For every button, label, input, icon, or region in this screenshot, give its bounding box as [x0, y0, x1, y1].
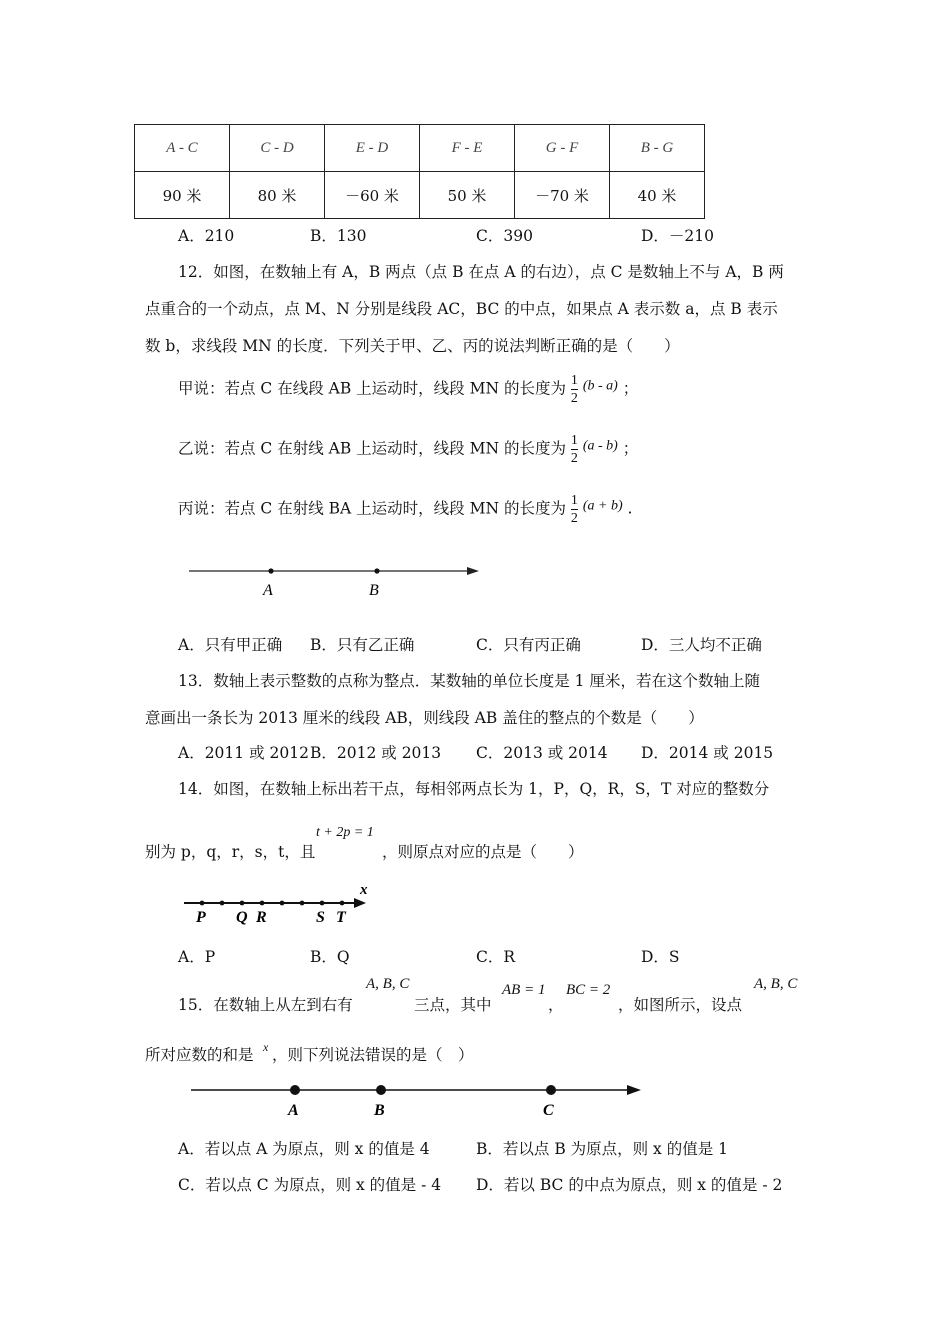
fraction-denominator: 2: [570, 391, 578, 406]
q13-option-b: B．2012 或 2013: [310, 744, 442, 762]
q14-line2b: ，则原点对应的点是（ ）: [382, 843, 584, 861]
axis-arrow: [467, 567, 479, 575]
tick-dot: [220, 901, 225, 906]
q15-sep: ，: [548, 996, 564, 1014]
q11-option-a: A．210: [178, 227, 235, 245]
punct: ；: [622, 439, 639, 458]
point-a-dot: [268, 568, 273, 573]
statement-text: 乙说：若点 C 在射线 AB 上运动时，线段 MN 的长度为: [178, 439, 566, 458]
q12-statement-jia: [178, 372, 638, 407]
q14-option-d: D．S: [641, 948, 680, 966]
q11-option-b: B．130: [310, 227, 367, 245]
point-q-label: Q: [236, 909, 248, 926]
table-header-cell: E - D: [325, 125, 420, 172]
point-c-dot: [546, 1085, 556, 1095]
table-cell: 40 米: [610, 172, 705, 219]
q12-option-a: A．只有甲正确: [178, 636, 283, 654]
q14-line1: 14．如图，在数轴上标出若干点，每相邻两点长为 1，P，Q，R，S，T 对应的整数分: [178, 780, 770, 798]
q15-line2b: ，则下列说法错误的是（ ）: [272, 1046, 474, 1064]
q14-equation: [316, 822, 374, 841]
q14-line2a: 别为 p，q，r，s，t，且: [145, 843, 316, 861]
point-p-label: P: [196, 909, 206, 926]
q15-var: x: [263, 1040, 269, 1054]
q15-points2-label: A, B, C: [754, 976, 798, 992]
q13-line2: 意画出一条长为 2013 厘米的线段 AB，则线段 AB 盖住的整点的个数是（ ）: [145, 709, 704, 727]
expression: (b - a): [582, 378, 618, 394]
point-b-label: B: [374, 1102, 385, 1119]
fraction-numerator: 1: [570, 433, 578, 448]
point-r-label: R: [256, 909, 267, 926]
q11-option-d: D．－210: [641, 227, 715, 245]
fraction: [571, 372, 578, 407]
fraction: [571, 432, 578, 467]
point-a-dot: [290, 1085, 300, 1095]
tick-dot-t: [340, 901, 345, 906]
point-b-dot: [374, 568, 379, 573]
q15-option-b: B．若以点 B 为原点，则 x 的值是 1: [476, 1140, 729, 1158]
expression: (a - b): [582, 438, 618, 454]
table-header-cell: F - E: [420, 125, 515, 172]
q15-option-a: A．若以点 A 为原点，则 x 的值是 4: [178, 1140, 430, 1158]
q15-number-line: [185, 1076, 655, 1124]
fraction-denominator: 2: [570, 451, 578, 466]
q15-option-d: D．若以 BC 的中点为原点，则 x 的值是 - 2: [476, 1176, 783, 1194]
q15-line2a: 所对应数的和是: [145, 1046, 254, 1064]
tick-dot: [300, 901, 305, 906]
q13-option-d: D．2014 或 2015: [641, 744, 774, 762]
table-cell: 80 米: [230, 172, 325, 219]
q12-statement-bing: [178, 492, 632, 527]
expression: (a + b): [582, 498, 623, 514]
q15-eq1: AB = 1: [502, 982, 546, 998]
table-cell: 90 米: [135, 172, 230, 219]
q15-eq2: BC = 2: [566, 982, 611, 998]
q12-option-d: D．三人均不正确: [641, 636, 762, 654]
statement-text: 甲说：若点 C 在线段 AB 上运动时，线段 MN 的长度为: [178, 379, 566, 398]
axis-arrow: [354, 898, 366, 908]
q15-points-label: A, B, C: [366, 976, 410, 992]
table-cell: 50 米: [420, 172, 515, 219]
statement-text: 丙说：若点 C 在射线 BA 上运动时，线段 MN 的长度为: [178, 499, 566, 518]
q12-option-b: B．只有乙正确: [310, 636, 415, 654]
fraction-numerator: 1: [570, 493, 578, 508]
tick-dot-s: [320, 901, 325, 906]
q13-option-a: A．2011 或 2012: [178, 744, 309, 762]
q13-option-c: C．2013 或 2014: [476, 744, 608, 762]
tick-dot-r: [260, 901, 265, 906]
table-cell: －60 米: [325, 172, 420, 219]
fraction: [571, 492, 578, 527]
q14-option-c: C．R: [476, 948, 516, 966]
q12-number-line: [185, 560, 485, 605]
table-value-row: [135, 172, 705, 219]
q15-line1b: 三点，其中: [414, 996, 492, 1014]
q14-option-b: B．Q: [310, 948, 350, 966]
distance-table: [134, 124, 705, 219]
fraction-numerator: 1: [570, 373, 578, 388]
q15-line1a: 15．在数轴上从左到右有: [178, 996, 353, 1014]
q12-line2: 点重合的一个动点，点 M、N 分别是线段 AC，BC 的中点，如果点 A 表示数 a，点 B 表示: [145, 300, 778, 318]
tick-dot-q: [240, 901, 245, 906]
q15-option-c: C．若以点 C 为原点，则 x 的值是 - 4: [178, 1176, 442, 1194]
punct: .: [627, 499, 633, 518]
table-header-cell: B - G: [610, 125, 705, 172]
table-header-row: [135, 125, 705, 172]
q12-statement-yi: [178, 432, 638, 467]
point-b-label: B: [369, 582, 379, 599]
q13-line1: 13．数轴上表示整数的点称为整点．某数轴的单位长度是 1 厘米，若在这个数轴上随: [178, 672, 760, 690]
q12-line3: 数 b，求线段 MN 的长度．下列关于甲、乙、丙的说法判断正确的是（ ）: [145, 337, 680, 355]
point-a-label: A: [288, 1102, 299, 1119]
q11-option-c: C．390: [476, 227, 533, 245]
table-header-cell: G - F: [515, 125, 610, 172]
axis-arrow: [627, 1085, 641, 1095]
q12-line1: 12．如图，在数轴上有 A，B 两点（点 B 在点 A 的右边），点 C 是数轴上不与 A，B 两: [178, 263, 784, 281]
table-header-cell: C - D: [230, 125, 325, 172]
tick-dot: [280, 901, 285, 906]
q12-option-c: C．只有丙正确: [476, 636, 581, 654]
q14-number-line: [180, 880, 380, 928]
point-t-label: T: [336, 909, 346, 926]
fraction-denominator: 2: [570, 511, 578, 526]
point-a-label: A: [263, 582, 273, 599]
q15-line1c: ，如图所示，设点: [618, 996, 743, 1014]
point-b-dot: [376, 1085, 386, 1095]
tick-dot-p: [200, 901, 205, 906]
q14-option-a: A．P: [178, 948, 216, 966]
table-header-cell: A - C: [135, 125, 230, 172]
punct: ；: [622, 379, 639, 398]
point-s-label: S: [316, 909, 325, 926]
axis-x-label: x: [360, 882, 368, 898]
table-cell: －70 米: [515, 172, 610, 219]
point-c-label: C: [543, 1102, 554, 1119]
equation-text: t + 2p = 1: [316, 825, 374, 840]
